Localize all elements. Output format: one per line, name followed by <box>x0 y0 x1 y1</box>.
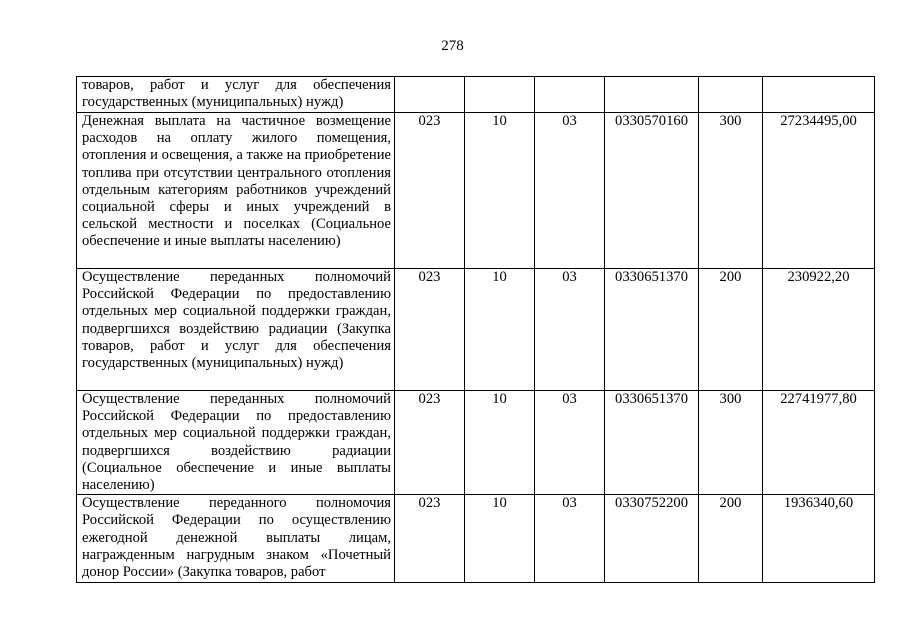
row-description: Осуществление переданных полномочий Российской Федерации по предоставлению отдельных мер социальной поддержки граждан, подвергшихся воздействию радиации (Закупка товаров, работ и услуг для обеспечения государственных (муниципальных) нужд) <box>77 269 395 391</box>
budget-table <box>76 76 875 583</box>
subsection-code <box>535 77 605 113</box>
subsection-code: 03 <box>535 495 605 583</box>
expense-type-code: 300 <box>699 113 763 269</box>
target-article-code: 0330651370 <box>605 269 699 391</box>
table-row <box>77 269 875 391</box>
section-code: 10 <box>465 391 535 495</box>
subsection-code: 03 <box>535 391 605 495</box>
section-code: 10 <box>465 113 535 269</box>
section-code <box>465 77 535 113</box>
section-code: 10 <box>465 269 535 391</box>
row-description: Осуществление переданных полномочий Российской Федерации по предоставлению отдельных мер социальной поддержки граждан, подвергшихся воздействию радиации (Социальное обеспечение и иные выплаты населению) <box>77 391 395 495</box>
amount: 1936340,60 <box>763 495 875 583</box>
page-number: 278 <box>441 38 464 54</box>
row-description: товаров, работ и услуг для обеспечения государственных (муниципальных) нужд) <box>77 77 395 113</box>
table-row <box>77 391 875 495</box>
target-article-code <box>605 77 699 113</box>
ministry-code: 023 <box>395 495 465 583</box>
subsection-code: 03 <box>535 269 605 391</box>
row-description: Осуществление переданного полномочия Российской Федерации по осуществлению ежегодной денежной выплаты лицам, награжденным нагрудным знаком «Почетный донор России» (Закупка товаров, работ <box>77 495 395 583</box>
target-article-code: 0330570160 <box>605 113 699 269</box>
ministry-code <box>395 77 465 113</box>
target-article-code: 0330651370 <box>605 391 699 495</box>
section-code: 10 <box>465 495 535 583</box>
amount <box>763 77 875 113</box>
ministry-code: 023 <box>395 113 465 269</box>
ministry-code: 023 <box>395 391 465 495</box>
expense-type-code: 300 <box>699 391 763 495</box>
amount: 22741977,80 <box>763 391 875 495</box>
row-description: Денежная выплата на частичное возмещение расходов на оплату жилого помещения, отопления и освещения, а также на приобретение топлива при отсутствии центрального отопления отдельным категориям работников учреждений социальной сферы и иных учреждений в сельской местности и поселках (Социальное обеспечение и иные выплаты населению) <box>77 113 395 269</box>
amount: 27234495,00 <box>763 113 875 269</box>
table-row <box>77 77 875 113</box>
table-row <box>77 113 875 269</box>
expense-type-code: 200 <box>699 269 763 391</box>
table-row <box>77 495 875 583</box>
subsection-code: 03 <box>535 113 605 269</box>
target-article-code: 0330752200 <box>605 495 699 583</box>
ministry-code: 023 <box>395 269 465 391</box>
expense-type-code <box>699 77 763 113</box>
expense-type-code: 200 <box>699 495 763 583</box>
amount: 230922,20 <box>763 269 875 391</box>
